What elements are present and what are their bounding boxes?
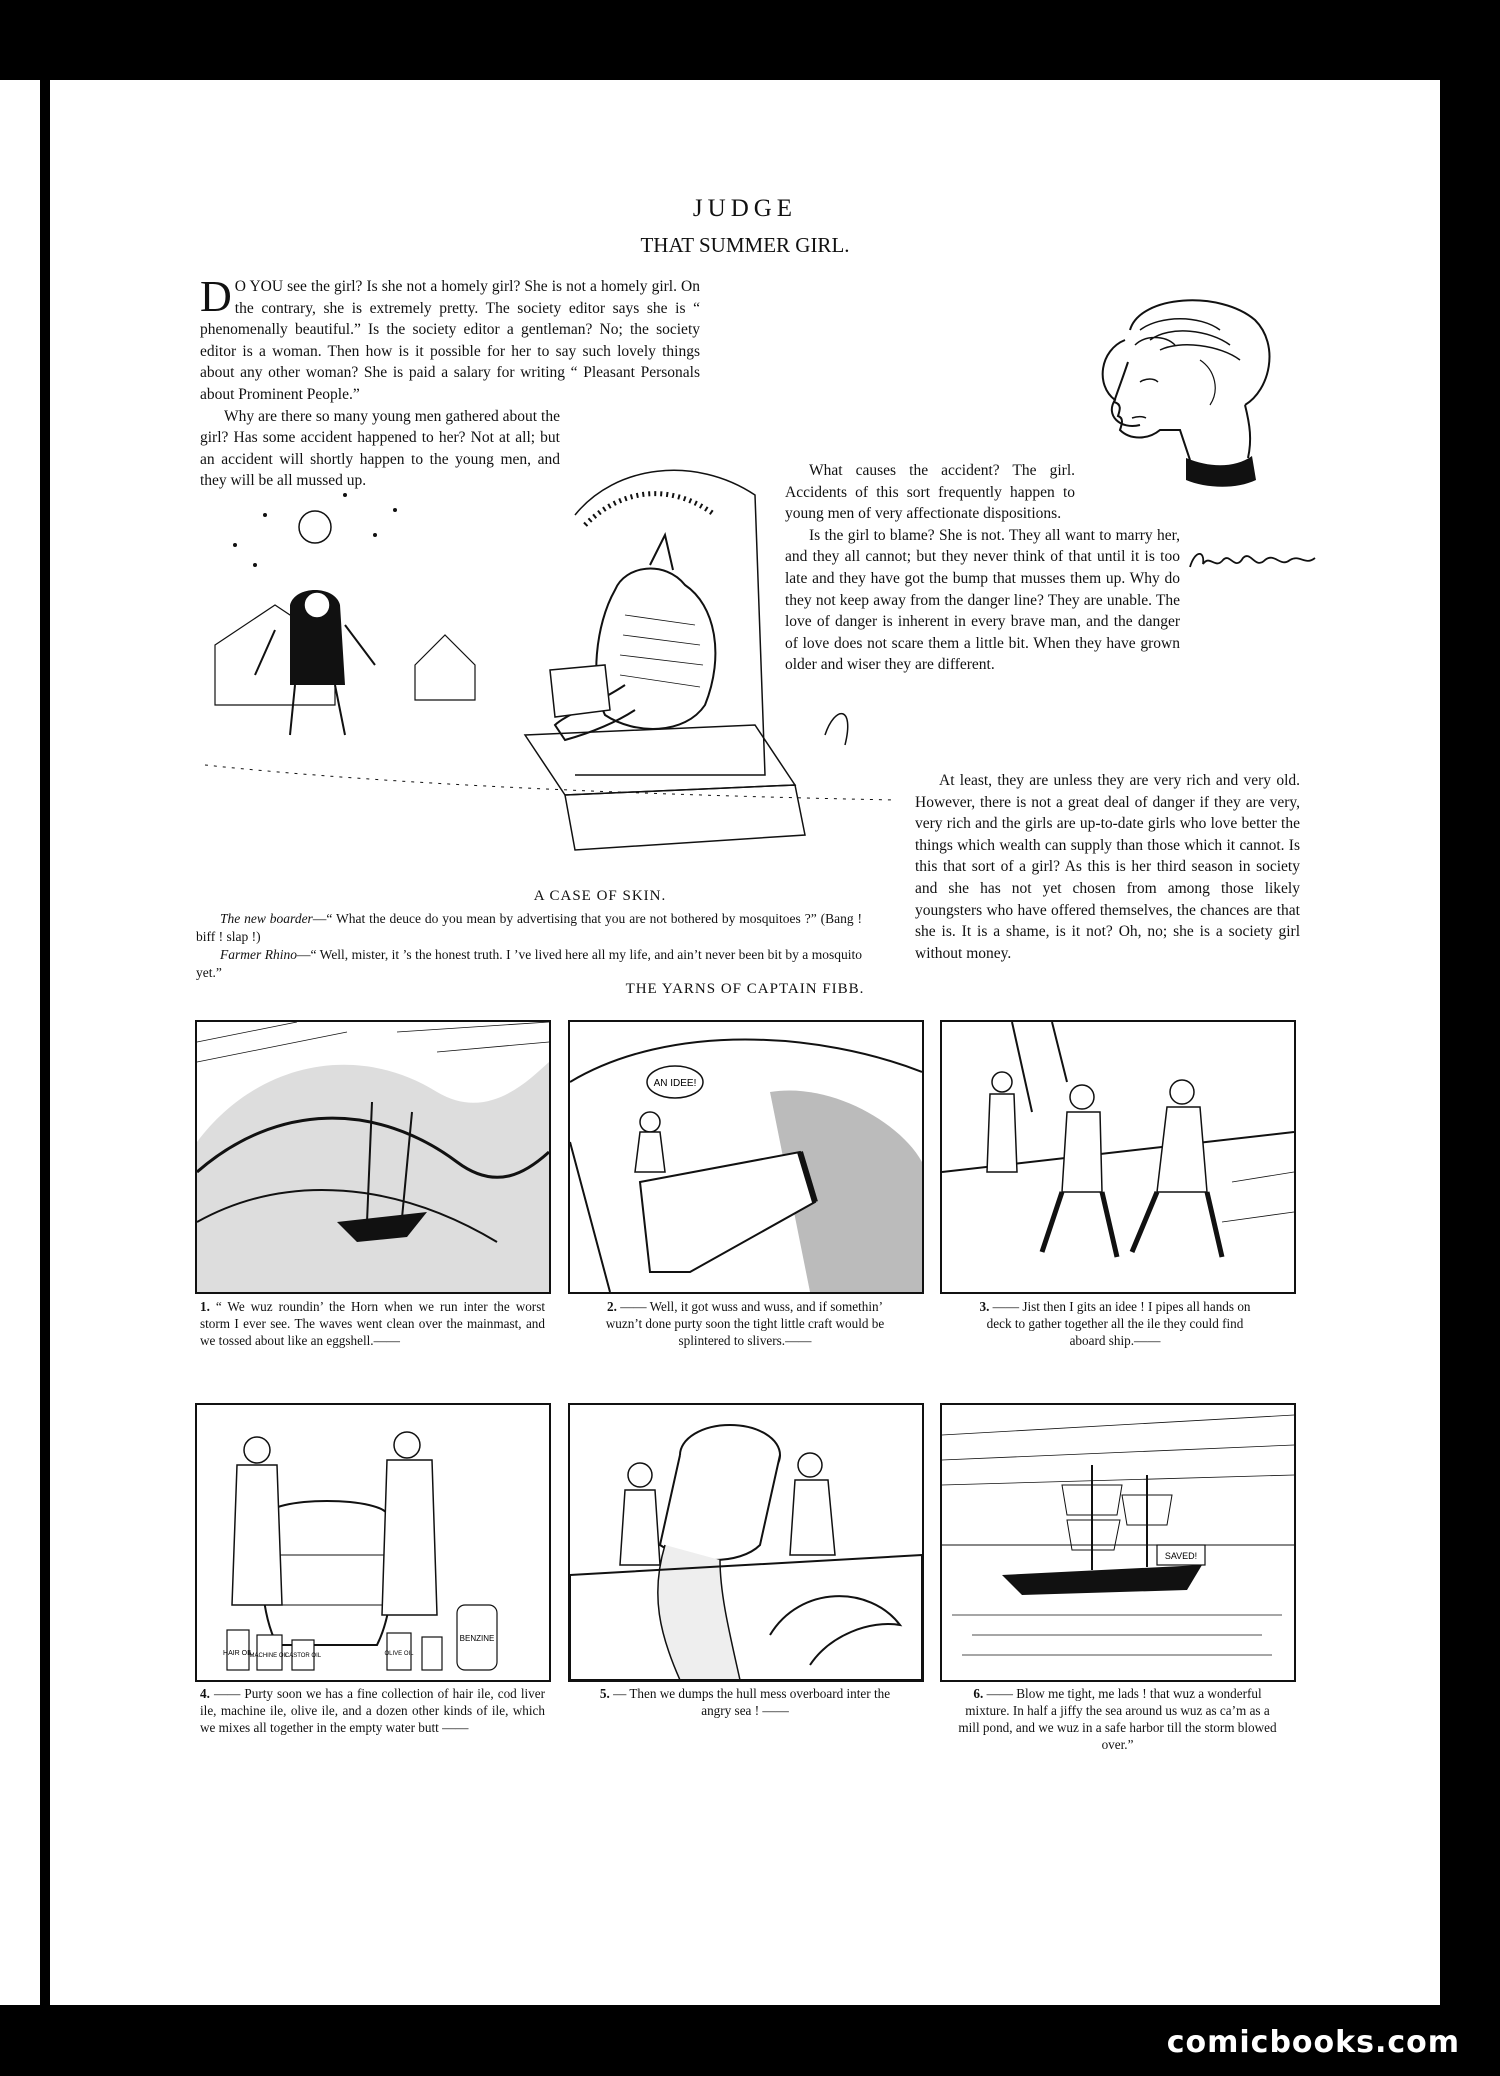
- comic-panel-2: [568, 1020, 924, 1294]
- magazine-page: [50, 80, 1440, 2005]
- dialogue-line-1: [196, 910, 862, 946]
- panel-4-text: —— Purty soon we has a fine collection of hair ile, cod liver ile, machine ile, olive ile, and a dozen other kinds of ile, which we mixes all together in the empty water butt ——: [200, 1686, 545, 1735]
- cartoon-title: A CASE OF SKIN.: [533, 888, 667, 904]
- line-rhino: —“ Well, mister, it ’s the honest truth. I ’ve lived here all my life, and ain’t never been bit by a mosquito yet.”: [196, 947, 862, 980]
- panel-5-number: 5.: [599, 1686, 610, 1701]
- panel-1-number: 1.: [200, 1299, 210, 1314]
- panel-3-caption: [970, 1298, 1260, 1349]
- speaker-rhino: Farmer Rhino: [220, 947, 297, 962]
- panel-2-text: —— Well, it got wuss and wuss, and if somethin’ wuzn’t done purty soon the tight little craft would be splintered to slivers.——: [605, 1299, 885, 1348]
- adjacent-page-edge: [0, 80, 40, 2005]
- label-machine-oil: MACHINE OIL: [249, 1653, 289, 1659]
- paragraph-2: Why are there so many young men gathered about the girl? Has some accident happened to her? Not at all; but an accident will shortly happen to the young men, and they will be all mussed up.: [200, 407, 560, 490]
- panel-3-number: 3.: [979, 1299, 990, 1314]
- panel-5-text: — Then we dumps the hull mess overboard inter the angry sea ! ——: [613, 1686, 891, 1718]
- line-boarder: —“ What the deuce do you mean by advertising that you are not bothered by mosquitoes ?” (Bang ! biff ! slap !): [196, 911, 862, 944]
- paragraph-1: [200, 272, 700, 406]
- rhino-cartoon: [195, 455, 915, 875]
- panel-4-number: 4.: [200, 1686, 210, 1701]
- label-benzine: BENZINE: [459, 1634, 495, 1643]
- panel-6-text: —— Blow me tight, me lads ! that wuz a wonderful mixture. In half a jiffy the sea around us wuz as ca’m as a mill pond, and we wuz in a safe harbor till the storm blowed over.”: [958, 1686, 1277, 1752]
- panel-1-caption: [200, 1298, 545, 1349]
- comic-strip-title: THE YARNS OF CAPTAIN FIBB.: [625, 981, 865, 997]
- site-watermark: comicbooks.com: [1166, 2025, 1460, 2060]
- artist-signature: [1185, 542, 1325, 582]
- label-saved: SAVED!: [1164, 1551, 1198, 1561]
- label-castor-oil: CASTOR OIL: [284, 1653, 322, 1659]
- summer-girl-portrait: [1070, 290, 1300, 550]
- balloon-an-idee: AN IDEE!: [653, 1078, 697, 1089]
- paragraph-5: At least, they are unless they are very rich and very old. However, there is not a great deal of danger if they are very, very rich and the girls are up-to-date girls who love better the things which wealth can supply than those which it cannot. Is this that sort of a girl? As this is her third season in society and she has not yet chosen from among those likely youngsters who have offered themselves, the chances are that she is. It is a shame, is it not? Oh, no; she is a society girl without money.: [915, 772, 1300, 962]
- panel-6-number: 6.: [973, 1686, 984, 1701]
- paragraph-3: What causes the accident? The girl. Accidents of this sort frequently happen to young men of very affectionate dispositions.: [785, 462, 1075, 523]
- panel-6-caption: [955, 1685, 1280, 1753]
- masthead: JUDGE: [692, 195, 798, 222]
- panel-3-text: —— Jist then I gits an idee ! I pipes all hands on deck to gather together all the ile they could find aboard ship.——: [986, 1299, 1251, 1348]
- article-title: THAT SUMMER GIRL.: [640, 233, 850, 257]
- comic-panel-1: [195, 1020, 551, 1294]
- comic-panel-3: [940, 1020, 1296, 1294]
- speaker-boarder: The new boarder: [220, 911, 313, 926]
- article-column-3: [915, 770, 1300, 964]
- comic-panel-5: [568, 1403, 924, 1682]
- page-gutter: [40, 80, 50, 2005]
- panel-2-caption: [590, 1298, 900, 1349]
- label-olive-oil: OLIVE OIL: [384, 1651, 414, 1657]
- comic-panel-4: [195, 1403, 551, 1682]
- dialogue-line-2: [196, 946, 862, 982]
- comic-panel-6: [940, 1403, 1296, 1682]
- panel-4-caption: [200, 1685, 545, 1736]
- panel-5-caption: [595, 1685, 895, 1719]
- paragraph-4: Is the girl to blame? She is not. They all want to marry her, and they all cannot; but they never think of that until it is too late and they have got the bump that musses them up. Why do they not keep away from the danger line? They are unable. The love of danger is inherent in every brave man, and the danger of love does not scare them a little bit. When they have grown older and wiser they are different.: [785, 526, 1180, 674]
- panel-1-text: “ We wuz roundin’ the Horn when we run inter the worst storm I ever see. The waves went clean over the mainmast, and we tossed about like an eggshell.——: [200, 1299, 545, 1348]
- cartoon-dialogue: [196, 910, 862, 982]
- drop-cap: D: [200, 272, 232, 321]
- paragraph-1-text: O YOU see the girl? Is she not a homely girl? She is not a homely girl. On the contrary, she is extremely pretty. The society editor says she is “ phenomenally beautiful.” Is the society editor a gentleman? No; the society editor is a woman. Then how is it possible for her to say such lovely things about any other woman? She is paid a salary for writing “ Pleasant Personals about Prominent People.”: [200, 278, 700, 403]
- label-hair-oil: HAIR OIL: [223, 1650, 253, 1657]
- panel-2-number: 2.: [607, 1299, 617, 1314]
